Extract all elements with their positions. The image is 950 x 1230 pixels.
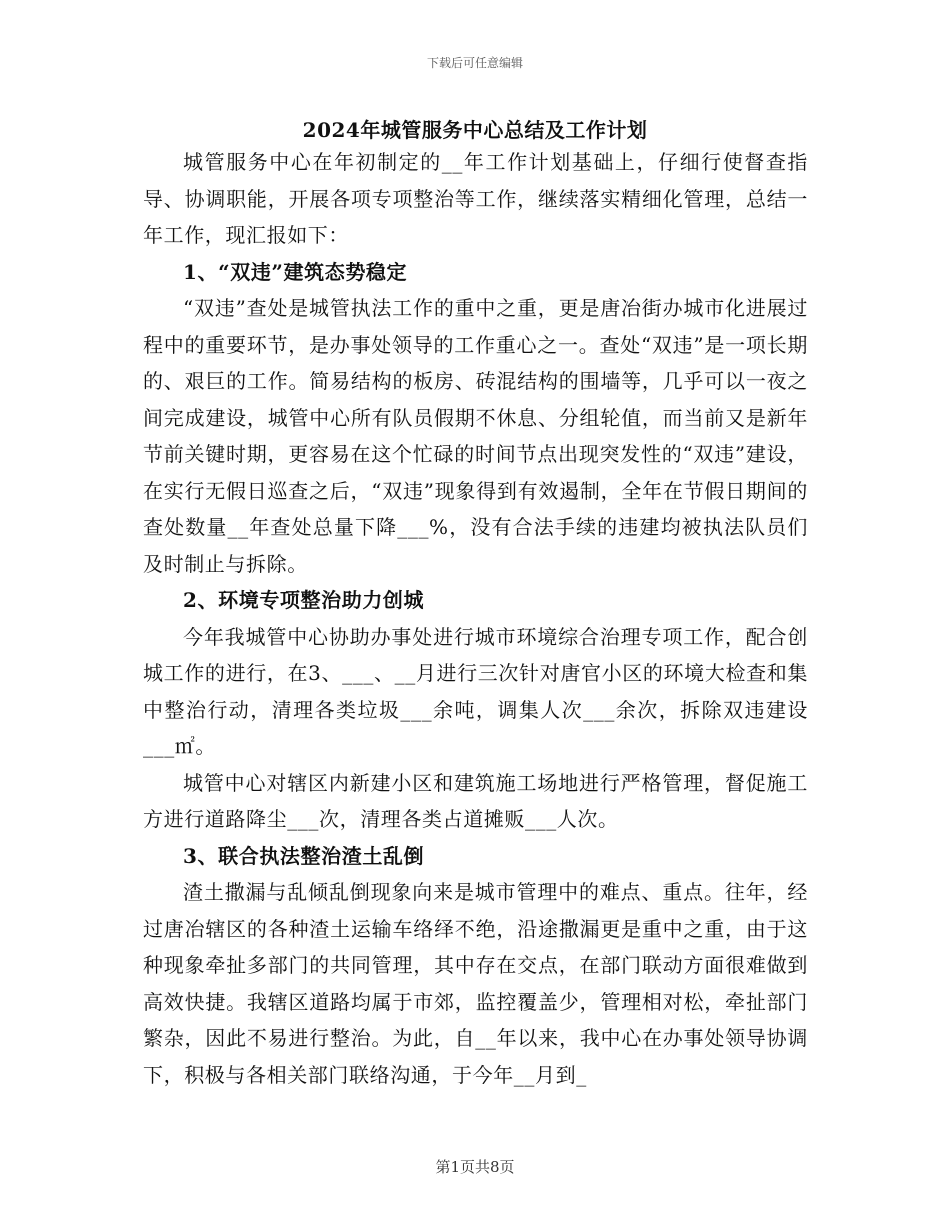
header-note: 下载后可任意编辑 <box>426 56 523 70</box>
section-paragraph: 渣土撒漏与乱倾乱倒现象向来是城市管理中的难点、重点。往年，经过唐冶辖区的各种渣土运输车络绎不绝，沿途撒漏更是重中之重，由于这种现象牵扯多部门的共同管理，其中存在交点，在部门联动方面很难做到高效快捷。我辖区道路均属于市郊，监控覆盖少，管理相对松，牵扯部门繁杂，因此不易进行整治。为此，自__年以来，我中心在办事处领导协调下，积极与各相关部门联络沟通，于今年__月到_ <box>143 880 808 1087</box>
section-heading: 1、“双违”建筑态势稳定 <box>183 259 408 284</box>
section-heading: 2、环境专项整治助力创城 <box>183 588 425 612</box>
intro-paragraph: 城管服务中心在年初制定的__年工作计划基础上，仔细行使督查指导、协调职能，开展各项专项整治等工作，继续落实精细化管理，总结一年工作，现汇报如下： <box>143 150 808 247</box>
document-title: 2024年城管服务中心总结及工作计划 <box>302 118 648 142</box>
section-3 <box>143 838 808 1094</box>
section-paragraph: “双违”查处是城管执法工作的重中之重，更是唐冶街办城市化进展过程中的重要环节，是办事处领导的工作重心之一。查处“双违”是一项长期的、艰巨的工作。简易结构的板房、砖混结构的围墙等，几乎可以一夜之间完成建设，城管中心所有队员假期不休息、分组轮值，而当前又是新年节前关键时期，更容易在这个忙碌的时间节点出现突发性的“双违”建设，在实行无假日巡查之后，“双违”现象得到有效遏制，全年在节假日期间的查处数量__年查处总量下降___%，没有合法手续的违建均被执法队员们及时制止与拆除。 <box>143 296 808 576</box>
document-body <box>143 144 808 1093</box>
page-number: 第1页共8页 <box>435 1158 515 1176</box>
section-paragraph: 今年我城管中心协助办事处进行城市环境综合治理专项工作，配合创城工作的进行，在3、___、__月进行三次针对唐官小区的环境大检查和集中整治行动，清理各类垃圾___余吨，调集人次___余次，拆除双违建设___㎡。 <box>143 624 808 758</box>
section-heading: 3、联合执法整治渣土乱倒 <box>183 843 425 868</box>
section-2 <box>143 582 808 838</box>
section-1 <box>143 254 808 583</box>
section-paragraph: 城管中心对辖区内新建小区和建筑施工场地进行严格管理，督促施工方进行道路降尘___次，清理各类占道摊贩___人次。 <box>143 770 808 831</box>
